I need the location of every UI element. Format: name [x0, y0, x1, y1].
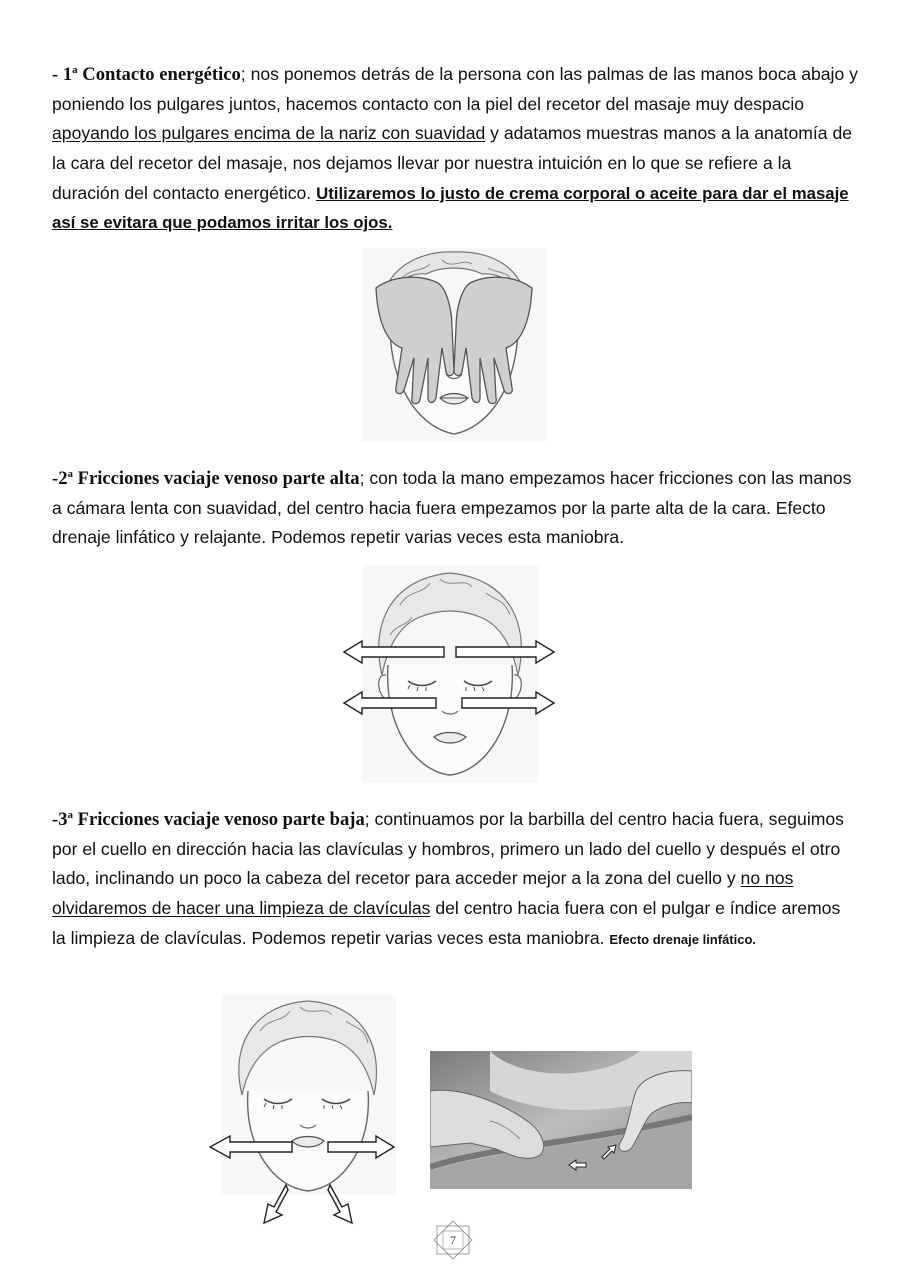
- effect-note: Efecto drenaje linfático.: [609, 931, 757, 947]
- paragraph-fricciones-alta: -2$^a$ Fricciones vaciaje venoso parte alta; con toda la mano empezamos hacer fricciones con las manos a cámara lenta con suavidad, del centro hacia fuera empezamos por la parte alta de la cara. Efecto drenaje linfático y relajante. Podemos repetir varias veces esta maniobra.: [52, 468, 852, 548]
- heading-fricciones-baja: -3$^a$ Fricciones vaciaje venoso parte baja: [52, 809, 365, 831]
- figure-face-arrows-upper: [340, 565, 560, 783]
- underlined-phrase-clavicles: no nos olvidaremos de hacer una limpieza de clavículas: [52, 868, 794, 918]
- heading-contacto-energetico: - 1$^a$ Contacto energético: [52, 64, 241, 86]
- figure-face-arrows-lower: [208, 995, 398, 1225]
- page-number: 7: [431, 1220, 475, 1260]
- paragraph-contacto-energetico: - 1$^a$ Contacto energético; nos ponemos detrás de la persona con las palmas de las manos boca abajo y poniendo los pulgares juntos, hacemos contacto con la piel del recetor del masaje muy despacio apoyando los pulgares encima de la nariz con suavidad y adatamos muestras manos a la anatomía de la cara del recetor del masaje, nos dejamos llevar por nuestra intuición en lo que se refiere a la duración del contacto energético. Utilizaremos lo justo de crema corporal o aceite para dar el masaje así se evitara que podamos irritar los ojos.: [52, 64, 858, 233]
- warning-note: Utilizaremos lo justo de crema corporal o aceite para dar el masaje así se evitara que podamos irritar los ojos.: [52, 183, 849, 233]
- figure-hands-over-eyes: [362, 248, 546, 442]
- heading-fricciones-alta: -2$^a$ Fricciones vaciaje venoso parte alta: [52, 468, 360, 490]
- figure-clavicle-photo: [430, 1051, 692, 1189]
- underlined-phrase: apoyando los pulgares encima de la nariz con suavidad: [52, 123, 486, 144]
- paragraph-fricciones-baja: -3$^a$ Fricciones vaciaje venoso parte baja; continuamos por la barbilla del centro hacia fuera, seguimos por el cuello en dirección hacia las clavículas y hombros, primero un lado del cuello y después el otro lado, inclinando un poco la cabeza del recetor para acceder mejor a la zona del cuello y no nos olvidaremos de hacer una limpieza de clavículas del centro hacia fuera con el pulgar e índice aremos la limpieza de clavículas. Podemos repetir varias veces esta maniobra. Efecto drenaje linfático.: [52, 809, 844, 948]
